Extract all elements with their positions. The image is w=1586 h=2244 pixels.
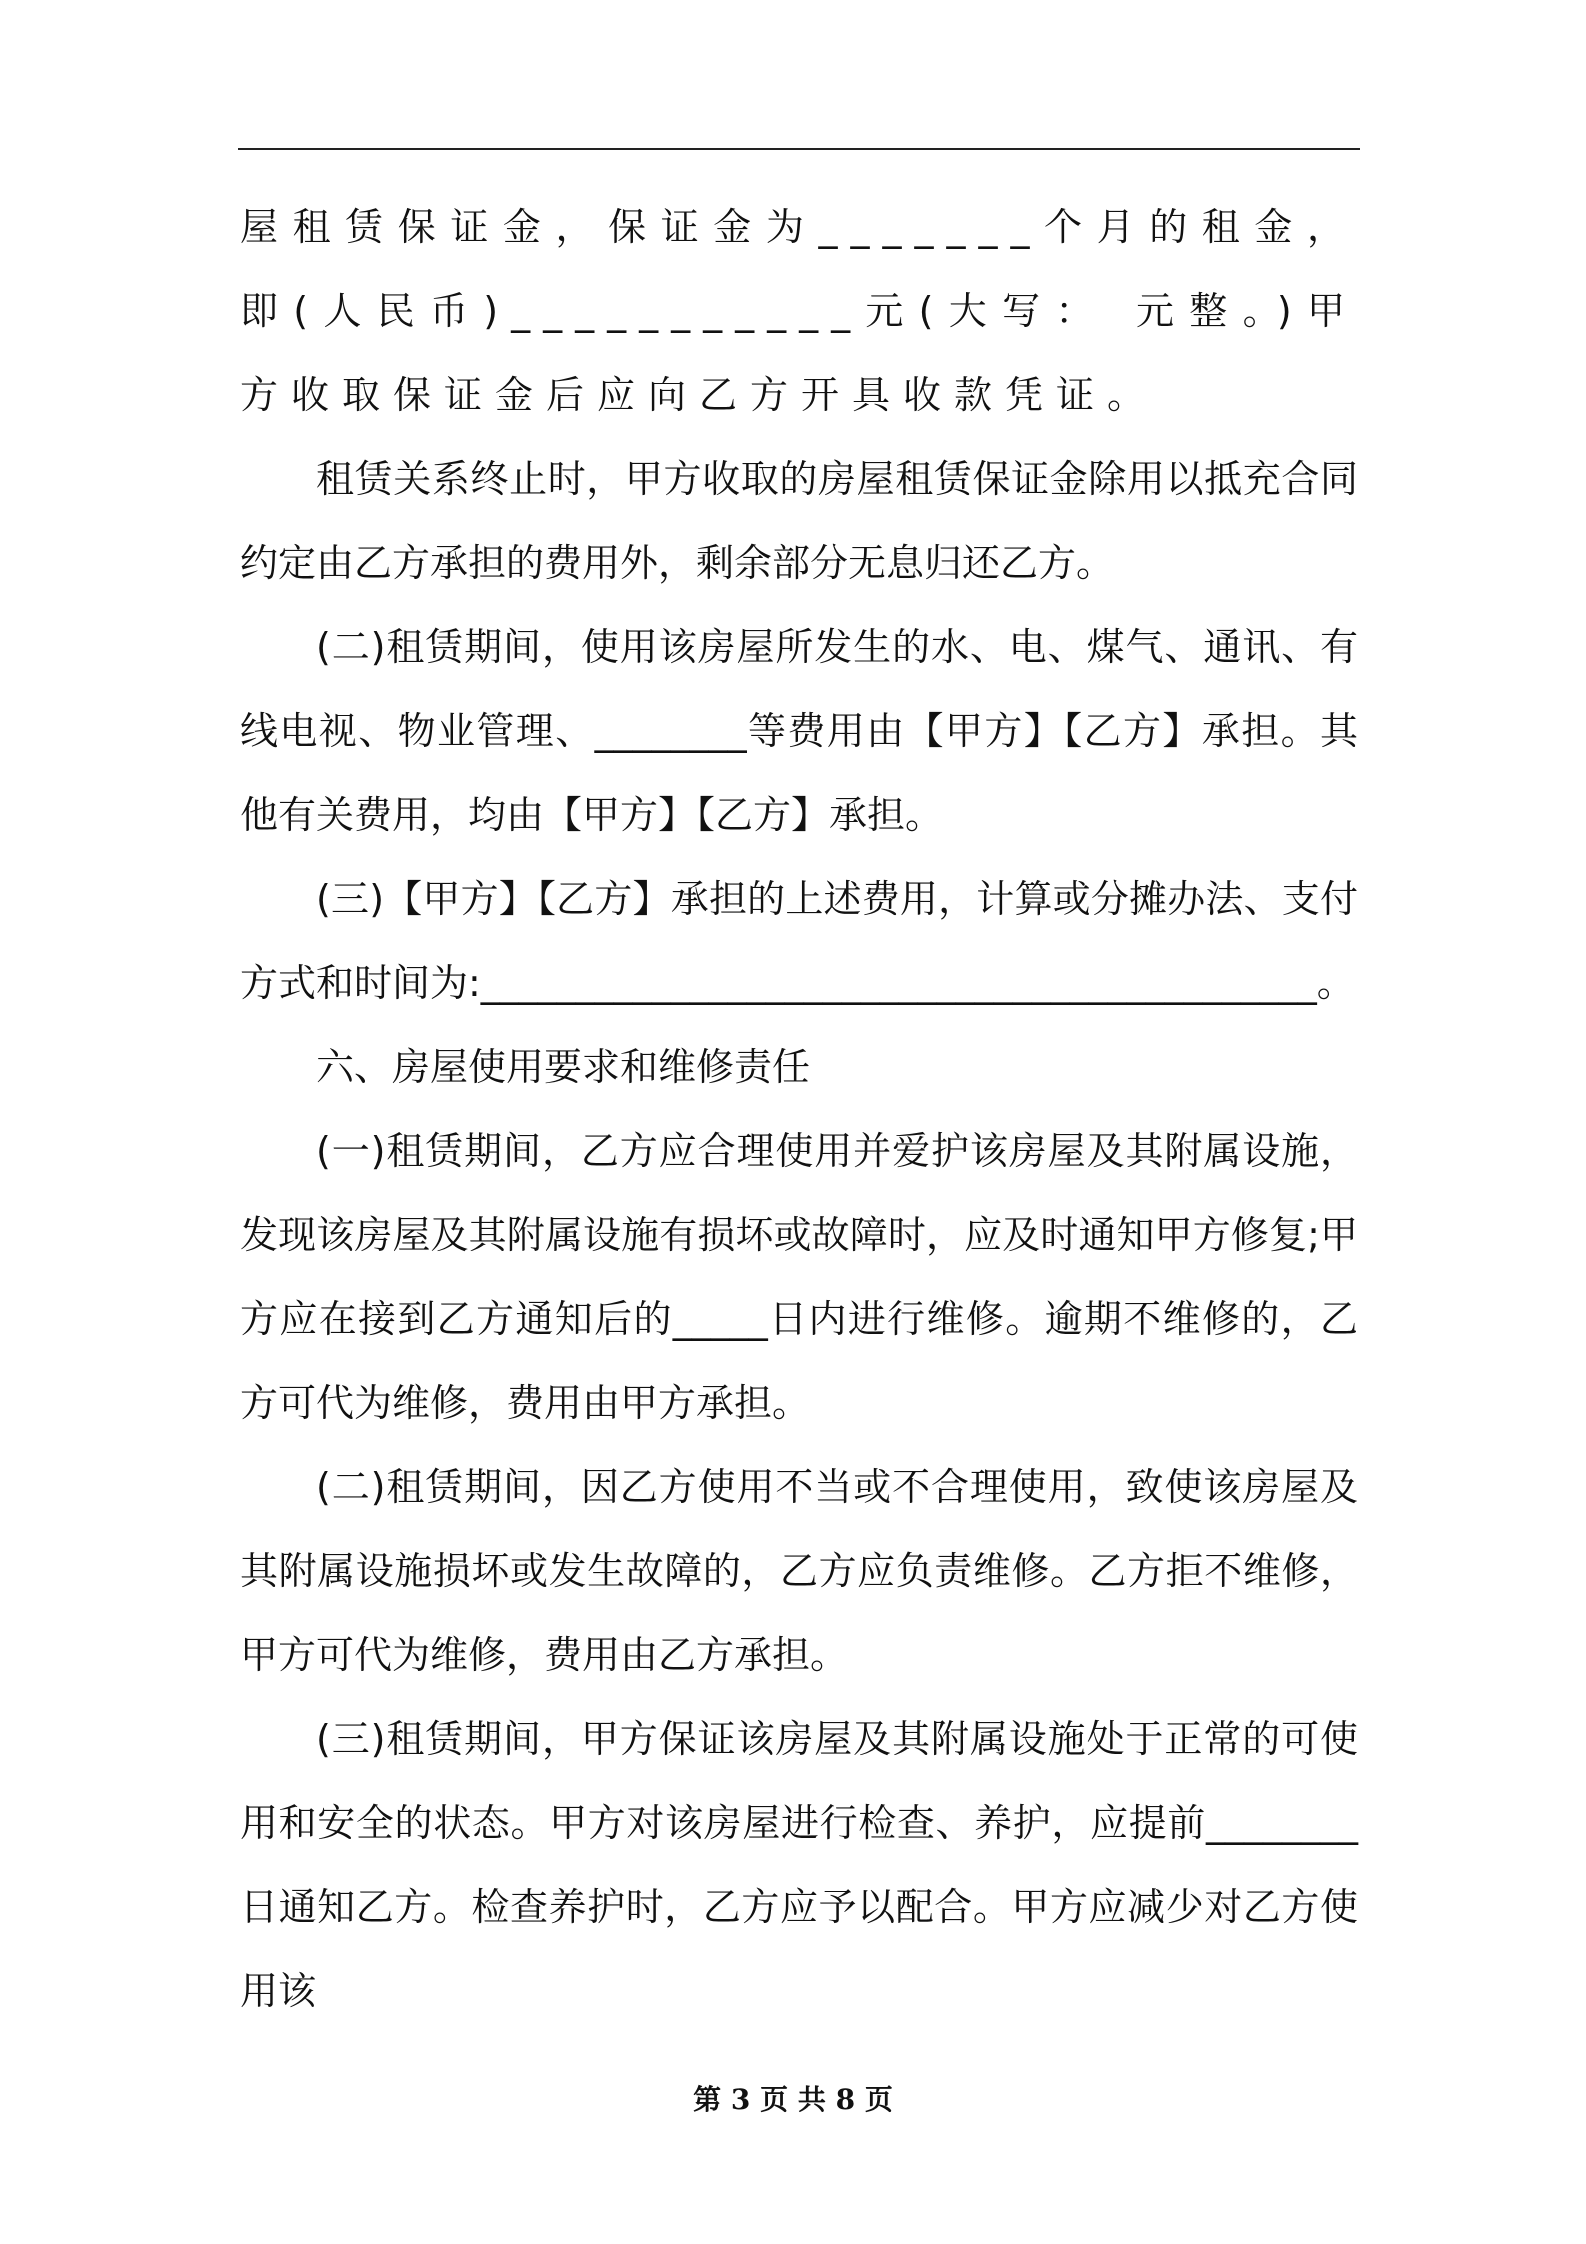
document-body bbox=[240, 185, 1358, 2033]
paragraph-deposit-continued: 屋租赁保证金，保证金为_______个月的租金，即(人民币)___________元(大写： 元整。)甲方收取保证金后应向乙方开具收款凭证。 bbox=[240, 205, 1358, 417]
section-heading-6: 六、房屋使用要求和维修责任 bbox=[316, 1045, 811, 1089]
page-number: 第 3 页 共 8 页 bbox=[693, 2083, 893, 2116]
paragraph-maintenance-1: (一)租赁期间，乙方应合理使用并爱护该房屋及其附属设施，发现该房屋及其附属设施有损坏或故障时，应及时通知甲方修复;甲方应在接到乙方通知后的_____日内进行维修。逾期不维修的，乙方可代为维修，费用由甲方承担。 bbox=[240, 1129, 1358, 1425]
header-rule bbox=[238, 148, 1360, 150]
paragraph-fees-2: (二)租赁期间，使用该房屋所发生的水、电、煤气、通讯、有线电视、物业管理、________等费用由【甲方】【乙方】承担。其他有关费用，均由【甲方】【乙方】承担。 bbox=[240, 625, 1358, 837]
paragraph-maintenance-3: (三)租赁期间，甲方保证该房屋及其附属设施处于正常的可使用和安全的状态。甲方对该房屋进行检查、养护，应提前________日通知乙方。检查养护时，乙方应予以配合。甲方应减少对乙方使用该 bbox=[240, 1717, 1358, 2013]
paragraph-maintenance-2: (二)租赁期间，因乙方使用不当或不合理使用，致使该房屋及其附属设施损坏或发生故障的，乙方应负责维修。乙方拒不维修，甲方可代为维修，费用由乙方承担。 bbox=[240, 1465, 1358, 1677]
paragraph-deposit-refund: 租赁关系终止时，甲方收取的房屋租赁保证金除用以抵充合同约定由乙方承担的费用外，剩余部分无息归还乙方。 bbox=[240, 457, 1358, 585]
paragraph-fees-3: (三)【甲方】【乙方】承担的上述费用，计算或分摊办法、支付方式和时间为:____________________________________________。 bbox=[240, 877, 1358, 1005]
